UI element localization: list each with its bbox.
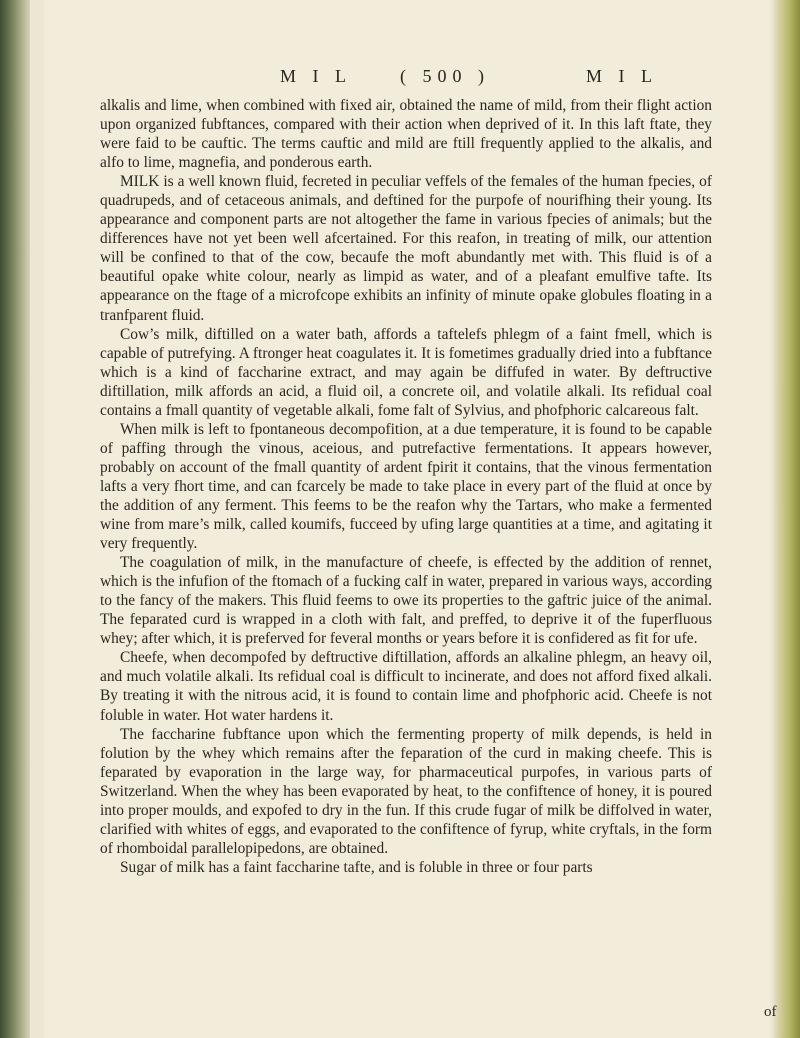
paragraph: Cow’s milk, diftilled on a water bath, affords a taftelefs phlegm of a faint fmell, which is capable of putrefying. A ftronger heat coagulates it. It is fometimes gradually dried into a fubftance which is a kind of faccharine extract, and may again be diffufed in water. By deftructive diftillation, milk affords an acid, a fluid oil, a concrete oil, and volatile alkali. Its refidual coal contains a fmall quantity of vegetable alkali, fome falt of Sylvius, and phofphoric calcareous falt. [100, 325, 712, 419]
page-number: ( 500 ) [400, 66, 490, 86]
paragraph: Cheefe, when decompofed by deftructive diftillation, affords an alkaline phlegm, an heavy oil, and much volatile alkali. Its refidual coal is difficult to incinerate, and does not afford fixed alkali. By treating it with the nitrous acid, it is found to contain lime and phofphoric acid. Cheefe is not foluble in water. Hot water hardens it. [100, 649, 712, 724]
paragraph: alkalis and lime, when combined with fixed air, obtained the name of mild, from their flight action upon organized fubftances, compared with their action when deprived of it. In this laft ftate, they were faid to be cauftic. The terms cauftic and mild are ftill frequently applied to the alkalis, and alfo to lime, magnefia, and ponderous earth. [100, 97, 712, 172]
book-binding-left [0, 0, 30, 1038]
catchword: of [764, 1004, 777, 1020]
running-header [44, 66, 770, 92]
header-right-word: M I L [586, 66, 658, 86]
paragraph: The coagulation of milk, in the manufacture of cheefe, is effected by the addition of rennet, which is the infufion of the ftomach of a fucking calf in water, prepared in various ways, according to the fancy of the makers. This fluid feems to owe its properties to the gaftric juice of the animal. The feparated curd is wrapped in a cloth with falt, and preffed, to deprive it of the fuperfluous whey; after which, it is preferved for feveral months or years before it is confidered as fit for ufe. [100, 554, 712, 648]
header-left-word: M I L [280, 66, 352, 86]
book-binding-right [772, 0, 800, 1038]
paragraph: MILK is a well known fluid, fecreted in peculiar veffels of the females of the human fpecies, of quadrupeds, and of cetaceous animals, and deftined for the purpofe of nourifhing their young. Its appearance and component parts are not altogether the fame in various fpecies of animals; but the differences have not yet been well afcertained. For this reafon, in treating of milk, our attention will be confined to that of the cow, becaufe the moft abundantly met with. This fluid is of a beautiful opake white colour, nearly as limpid as water, and of a pleafant emulfive tafte. Its appearance on the ftage of a microfcope exhibits an infinity of minute opake globules floating in a tranfparent fluid. [100, 173, 712, 324]
paragraph: Sugar of milk has a faint faccharine tafte, and is foluble in three or four parts [120, 858, 593, 876]
paragraph: When milk is left to fpontaneous decompofition, at a due temperature, it is found to be capable of paffing through the vinous, aceious, and putrefactive fermentations. It appears however, probably on account of the fmall quantity of ardent fpirit it contains, that the vinous fermentation lafts a very fhort time, and can fcarcely be made to take place in every part of the fluid at once by the addition of any ferment. This feems to be the reafon why the Tartars, who make a fermented wine from mare’s milk, called koumifs, fucceed by ufing large quantities at a time, and agitating it very frequently. [100, 420, 712, 553]
body-text [100, 96, 712, 877]
paragraph: The faccharine fubftance upon which the fermenting property of milk depends, is held in folution by the whey which remains after the feparation of the curd in making cheefe. This is feparated by evaporation in the large way, for pharmaceutical purpofes, in various parts of Switzerland. When the whey has been evaporated by heat, to the confiftence of honey, it is poured into proper moulds, and expofed to dry in the fun. If this crude fugar of milk be diffolved in water, clarified with whites of eggs, and evaporated to the confiftence of fyrup, white cryftals, in the form of rhomboidal parallelopipedons, are obtained. [100, 725, 712, 857]
